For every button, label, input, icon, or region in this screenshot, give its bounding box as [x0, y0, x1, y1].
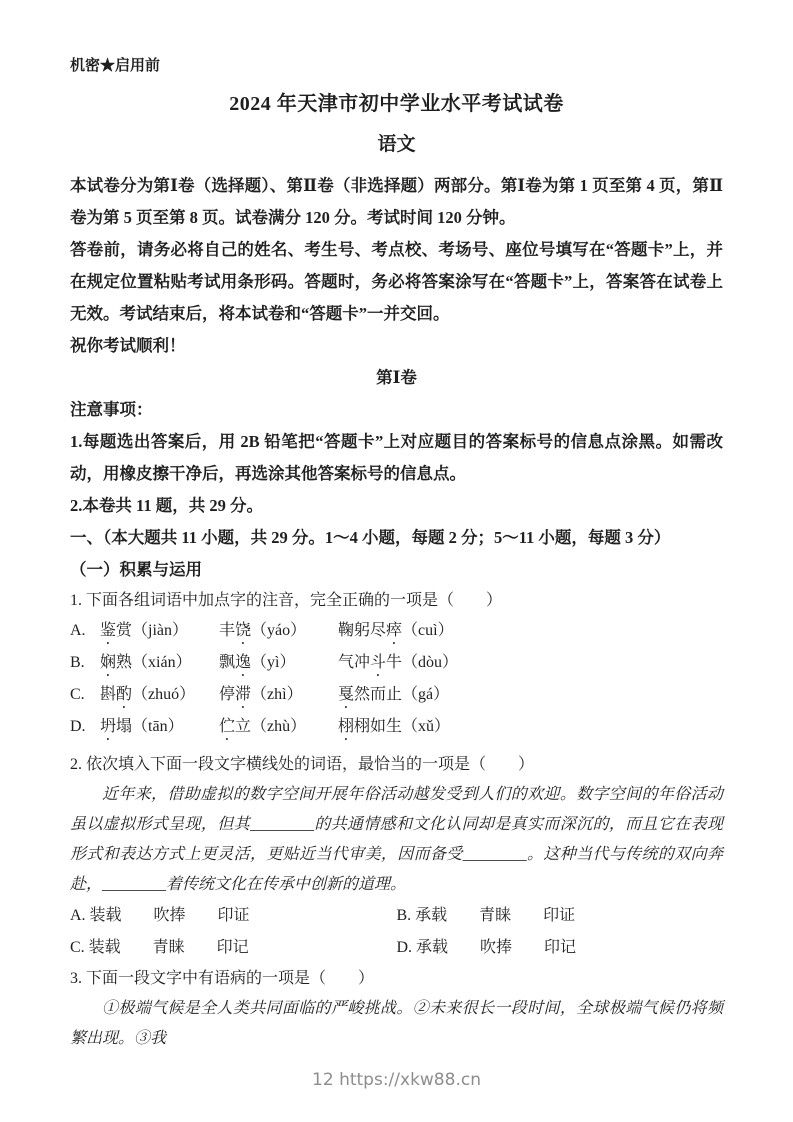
q1-option-item: 娴熟（xián）	[100, 654, 192, 671]
q1-option-item: 鞠躬尽瘁（cuì）	[338, 622, 454, 639]
question-3	[70, 964, 723, 1054]
q2-option-row-ab	[70, 900, 723, 932]
q1-option-item: 坍塌（tān）	[100, 718, 184, 735]
q2-option-a: A. 装载 吹捧 印证	[70, 907, 250, 924]
q1-option-item: 飘逸（yì）	[219, 654, 296, 671]
q2-option-c: C. 装载 青睐 印记	[70, 939, 249, 956]
intro-paragraph-wish: 祝你考试顺利！	[70, 336, 186, 355]
part1-heading: 第Ⅰ卷	[376, 368, 417, 387]
section-heading: 一、（本大题共 11 小题，共 29 分。1～4 小题，每题 2 分；5～11 小题，每题 3 分）	[70, 528, 671, 547]
q1-option-item: 斟酌（zhuó）	[100, 686, 196, 703]
page-footer: 12 https://xkw88.cn	[312, 1070, 481, 1090]
q1-option-item: 停滞（zhì）	[219, 686, 303, 703]
classification-notice: 机密★启用前	[70, 58, 161, 74]
q2-option-row-cd	[70, 932, 723, 964]
q1-option-row-c	[70, 680, 723, 712]
q1-option-label: B.	[70, 654, 85, 671]
q3-passage: ①极端气候是全人类共同面临的严峻挑战。②未来很长一段时间，全球极端气候仍将频繁出现。③我	[70, 1000, 723, 1047]
exam-title: 2024 年天津市初中学业水平考试试卷	[229, 93, 564, 115]
notes-heading: 注意事项：	[70, 400, 153, 419]
q1-option-item: 鉴赏（jiàn）	[100, 622, 189, 639]
exam-instructions	[70, 170, 723, 362]
note-item-1: 1.每题选出答案后，用 2B 铅笔把“答题卡”上对应题目的答案标号的信息点涂黑。如需改动，用橡皮擦干净后，再选涂其他答案标号的信息点。	[70, 432, 723, 483]
q1-option-row-a	[70, 616, 723, 648]
q1-stem: 1. 下面各组词语中加点字的注音，完全正确的一项是（ ）	[70, 592, 503, 609]
q1-option-item: 伫立（zhù）	[219, 718, 307, 735]
exam-subject: 语文	[377, 134, 416, 155]
q1-option-item: 栩栩如生（xǔ）	[338, 718, 451, 735]
q2-option-b: B. 承载 青睐 印证	[396, 907, 576, 924]
q2-stem: 2. 依次填入下面一段文字横线处的词语，最恰当的一项是（ ）	[70, 756, 535, 773]
question-2	[70, 750, 723, 964]
q1-option-row-b	[70, 648, 723, 680]
q1-option-label: C.	[70, 686, 85, 703]
note-item-2: 2.本卷共 11 题，共 29 分。	[70, 496, 263, 515]
q1-option-item: 戛然而止（gá）	[338, 686, 450, 703]
q1-option-label: A.	[70, 622, 86, 639]
intro-paragraph-structure: 本试卷分为第Ⅰ卷（选择题）、第Ⅱ卷（非选择题）两部分。第Ⅰ卷为第 1 页至第 4 页，第Ⅱ卷为第 5 页至第 8 页。试卷满分 120 分。考试时间 120 分钟。	[70, 176, 723, 227]
q2-passage: 近年来，借助虚拟的数字空间开展年俗活动越发受到人们的欢迎。数字空间的年俗活动虽以虚拟形式呈现，但其________的共通情感和文化认同却是真实而深沉的，而且它在表现形式和表达方式上更灵活，更贴近当代审美，因而备受________。这种当代与传统的双向奔赴，________着传统文化在传承中创新的道理。	[70, 786, 723, 893]
q1-option-item: 丰饶（yáo）	[219, 622, 307, 639]
q1-option-item: 气冲斗牛（dòu）	[338, 654, 459, 671]
subsection-heading: （一）积累与运用	[70, 560, 202, 579]
question-1	[70, 586, 723, 744]
q2-option-d: D. 承载 吹捧 印记	[396, 939, 577, 956]
intro-paragraph-answer-sheet: 答卷前，请务必将自己的姓名、考生号、考点校、考场号、座位号填写在“答题卡”上，并在规定位置粘贴考试用条形码。答题时，务必将答案涂写在“答题卡”上，答案答在试卷上无效。考试结束后，将本试卷和“答题卡”一并交回。	[70, 240, 723, 323]
q3-stem: 3. 下面一段文字中有语病的一项是（ ）	[70, 970, 375, 987]
q1-option-row-d	[70, 712, 723, 744]
q1-options	[70, 616, 723, 744]
q1-option-label: D.	[70, 718, 86, 735]
q2-options	[70, 900, 723, 964]
